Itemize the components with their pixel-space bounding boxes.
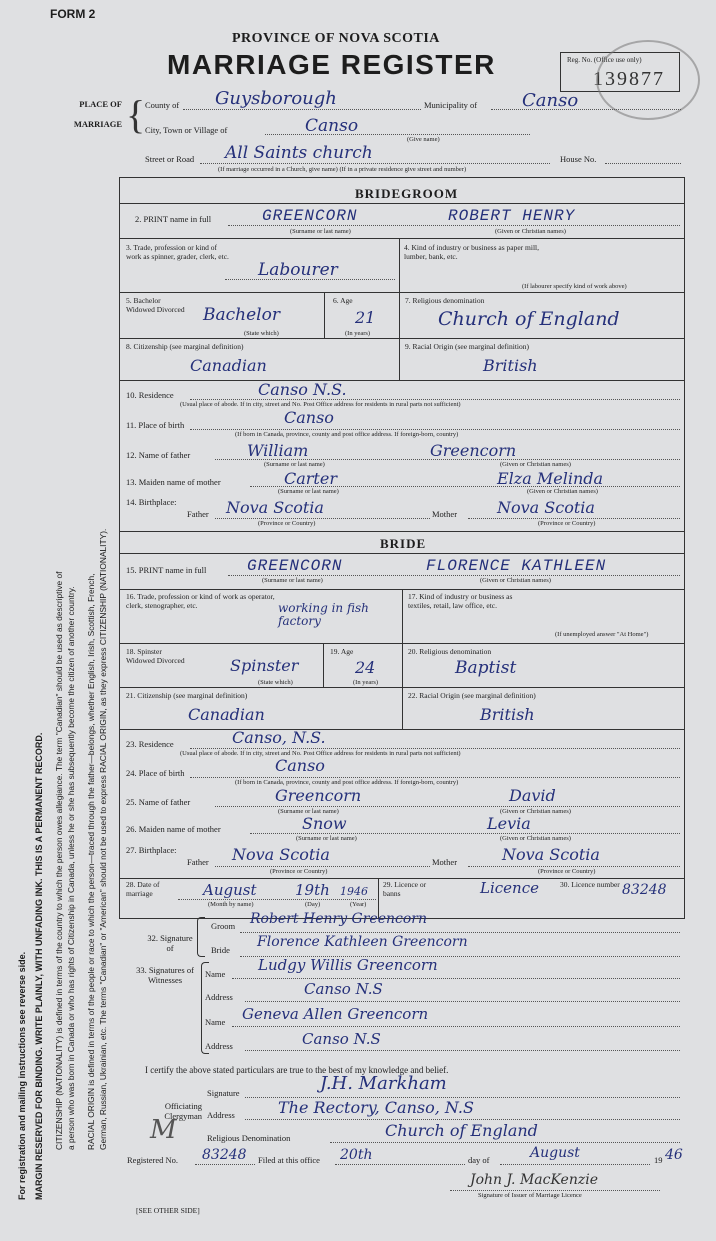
clergy-denom: Church of England — [385, 1121, 538, 1140]
bride-residence: Canso, N.S. — [232, 728, 326, 747]
house-label: House No. — [560, 154, 597, 164]
clergy-sig-label: Signature — [207, 1088, 240, 1098]
groom-father-surname: William — [247, 441, 309, 460]
groom-surname: GREENCORN — [262, 207, 358, 225]
bride-surname-cap: (Surname or last name) — [262, 577, 323, 584]
margin-line-3: CITIZENSHIP (NATIONALITY) is defined in terms of the country to which the person owes allegiance. The term "Canadian" should be used as descriptive of — [54, 571, 64, 1150]
groom-prov-cap-1: (Province or Country) — [258, 520, 316, 527]
filed-year: 46 — [665, 1147, 683, 1163]
place-label-1: PLACE OF — [79, 99, 122, 109]
bride-prov-cap-2: (Province or Country) — [538, 868, 596, 875]
bride-mother-cap-s: (Surname or last name) — [296, 835, 357, 842]
margin-line-2: MARGIN RESERVED FOR BINDING. WRITE PLAINLY, WITH UNFADING INK. THIS IS A PERMANENT RECORD. — [34, 732, 44, 1200]
bride-religion: Baptist — [455, 658, 517, 678]
bride-residence-label: 23. Residence — [126, 739, 174, 749]
bride-birth: Canso — [275, 756, 325, 775]
marriage-day: 19th — [295, 881, 330, 899]
groom-birthplace-label: 14. Birthplace: — [126, 497, 177, 507]
bride-sig-label: Bride — [211, 945, 230, 955]
groom-mother-surname: Carter — [284, 469, 337, 488]
groom-religion: Church of England — [438, 308, 620, 330]
bride-residence-note: (Usual place of abode. If in city, street and No. Post Office address for residents in rural parts not sufficient) — [180, 750, 461, 757]
marriage-year: 1946 — [340, 885, 368, 898]
signature-label: 32. Signature of — [147, 933, 193, 953]
province-heading: PROVINCE OF NOVA SCOTIA — [232, 31, 440, 46]
groom-mother-cap-s: (Surname or last name) — [278, 488, 339, 495]
street-note: (If marriage occurred in a Church, give name) (If in a private residence give street and number) — [218, 166, 467, 173]
bride-heading: BRIDE — [380, 536, 427, 551]
groom-trade-label: 3. Trade, profession or kind of work as spinner, grader, clerk, etc. — [126, 243, 229, 261]
groom-trade: Labourer — [258, 260, 338, 280]
margin-line-5: RACIAL ORIGIN is defined in terms of the people or race to which the person—traced through the father—belongs, whether English, Irish, Scottish, French, — [86, 573, 96, 1150]
issuer-signature: John J. MacKenzie — [470, 1172, 598, 1188]
w2-name-label: Name — [205, 1017, 226, 1027]
bride-father-cap-g: (Given or Christian names) — [500, 808, 571, 815]
groom-state-which: (State which) — [244, 330, 279, 337]
groom-status-label: 5. Bachelor Widowed Divorced — [126, 296, 185, 314]
groom-status: Bachelor — [203, 305, 280, 325]
registered-number: 83248 — [202, 1147, 247, 1163]
groom-religion-label: 7. Religious denomination — [405, 296, 485, 305]
margin-line-6: German, Russian, Ukrainian, etc. The terms "Canadian" or "American" should not be used to express RACIAL ORIGIN, as they express CITIZENSHIP (NATIONALITY). — [98, 528, 108, 1150]
licence-label: 29. Licence or banns — [383, 880, 427, 898]
filed-month: August — [530, 1145, 580, 1161]
bride-father-given: David — [509, 786, 556, 805]
bridegroom-heading: BRIDEGROOM — [355, 186, 459, 201]
bride-prov-cap-1: (Province or Country) — [270, 868, 328, 875]
groom-residence-note: (Usual place of abode. If in city, street and No. Post Office address for residents in rural parts not sufficient) — [180, 401, 461, 408]
margin-line-1: For registration and mailing instructions see reverse side. — [17, 951, 27, 1200]
bride-industry-note: (If unemployed answer "At Home") — [555, 631, 649, 638]
bride-citizenship: Canadian — [188, 705, 265, 724]
bride-father-label: 25. Name of father — [126, 797, 191, 807]
bride-birthplace-label: 27. Birthplace: — [126, 845, 177, 855]
certify-text: I certify the above stated particulars are true to the best of my knowledge and belief. — [145, 1065, 449, 1075]
bride-in-years: (In years) — [353, 679, 379, 686]
groom-mother-birthplace: Nova Scotia — [497, 498, 595, 517]
bride-status-label: 18. Spinster Widowed Divorced — [126, 647, 185, 665]
groom-age: 21 — [355, 308, 376, 327]
groom-birth-label: 11. Place of birth — [126, 420, 185, 430]
w2-address-label: Address — [205, 1041, 233, 1051]
groom-residence-label: 10. Residence — [126, 390, 174, 400]
form-number: FORM 2 — [50, 7, 96, 21]
reg-number: 139877 — [593, 68, 665, 90]
bride-mother-word: Mother — [432, 857, 458, 867]
licence-value: Licence — [480, 879, 539, 897]
give-name-caption: (Give name) — [407, 136, 440, 143]
bride-father-surname: Greencorn — [275, 786, 362, 805]
margin-line-4: a person who was born in Canada or who has rights of Citizenship in Canada, unless he or she has subsequently become the citizen of another country. — [66, 586, 76, 1150]
groom-age-label: 6. Age — [333, 296, 353, 305]
witnesses-label: 33. Signatures of Witnesses — [136, 965, 194, 985]
bride-father-cap-s: (Surname or last name) — [278, 808, 339, 815]
county-value: Guysborough — [215, 88, 337, 109]
page-title: MARRIAGE REGISTER — [167, 49, 496, 80]
clergy-signature: J.H. Markham — [320, 1073, 447, 1094]
bride-industry-label: 17. Kind of industry or business as textiles, retail, law office, etc. — [408, 592, 513, 610]
filed-label: Filed at this office — [258, 1155, 320, 1165]
registered-label: Registered No. — [127, 1155, 178, 1165]
county-label: County of — [145, 100, 180, 110]
bride-racial: British — [480, 705, 535, 724]
bride-state-which: (State which) — [258, 679, 293, 686]
reg-number-label: Reg. No. (Office use only) — [567, 56, 642, 64]
w2-address: Canso N.S — [302, 1030, 381, 1048]
groom-birth-note: (If born in Canada, province, county and post office address. If foreign-born, country) — [235, 431, 459, 438]
groom-print-text: 2. PRINT name in full — [135, 214, 212, 224]
groom-sig-label: Groom — [211, 921, 236, 931]
groom-print-label — [135, 215, 211, 225]
street-value: All Saints church — [225, 143, 373, 163]
groom-citizenship-label: 8. Citizenship (see marginal definition) — [126, 342, 244, 351]
bride-age: 24 — [355, 658, 376, 677]
groom-residence: Canso N.S. — [258, 380, 347, 399]
groom-mother-cap-g: (Given or Christian names) — [527, 488, 598, 495]
groom-given: ROBERT HENRY — [448, 207, 576, 225]
groom-in-years: (In years) — [345, 330, 371, 337]
groom-citizenship: Canadian — [190, 356, 267, 375]
day-of-label: day of — [468, 1155, 490, 1165]
city-label: City, Town or Village of — [145, 125, 228, 135]
bride-mother-cap-g: (Given or Christian names) — [500, 835, 571, 842]
marriage-month-cap: (Month by name) — [208, 901, 254, 908]
place-brace: { — [126, 92, 146, 137]
bride-print-label: 15. PRINT name in full — [126, 565, 207, 575]
marriage-day-cap: (Day) — [305, 901, 321, 908]
bride-mother-surname: Snow — [302, 814, 347, 833]
w1-address: Canso N.S — [304, 980, 383, 998]
bride-surname: GREENCORN — [247, 557, 343, 575]
bride-age-label: 19. Age — [330, 647, 354, 656]
bride-father-word: Father — [187, 857, 209, 867]
groom-given-cap: (Given or Christian names) — [495, 228, 566, 235]
registrar-initials: M — [150, 1115, 177, 1145]
bride-trade: working in fish factory — [278, 601, 369, 629]
groom-mother-label: 13. Maiden name of mother — [126, 477, 221, 487]
groom-father-cap-g: (Given or Christian names) — [500, 461, 571, 468]
groom-mother-given: Elza Melinda — [497, 469, 604, 488]
groom-father-label: 12. Name of father — [126, 450, 191, 460]
see-other-side: [SEE OTHER SIDE] — [136, 1206, 200, 1215]
groom-birth: Canso — [284, 408, 334, 427]
bride-mother-birthplace: Nova Scotia — [502, 845, 600, 864]
place-label-2: MARRIAGE — [73, 118, 122, 129]
clergy-denom-label: Religious Denomination — [207, 1133, 291, 1143]
groom-father-cap-s: (Surname or last name) — [264, 461, 325, 468]
groom-industry-note: (If labourer specify kind of work above) — [522, 283, 627, 290]
groom-surname-cap: (Surname or last name) — [290, 228, 351, 235]
bride-given-cap: (Given or Christian names) — [480, 577, 551, 584]
city-value: Canso — [305, 116, 359, 136]
municipality-value: Canso — [522, 90, 579, 111]
groom-industry-label: 4. Kind of industry or business as paper mill, lumber, bank, etc. — [404, 243, 539, 261]
bride-mother-label: 26. Maiden name of mother — [126, 824, 221, 834]
licence-number-label: 30. Licence number — [560, 880, 620, 889]
marriage-month: August — [203, 881, 257, 899]
groom-prov-cap-2: (Province or Country) — [538, 520, 596, 527]
bride-racial-label: 22. Racial Origin (see marginal definition) — [408, 691, 536, 700]
signature-brace — [197, 917, 205, 957]
groom-mother-word: Mother — [432, 509, 458, 519]
groom-father-given: Greencorn — [430, 441, 517, 460]
bride-mother-given: Levia — [487, 814, 531, 833]
groom-father-birthplace: Nova Scotia — [226, 498, 324, 517]
w1-address-label: Address — [205, 992, 233, 1002]
groom-racial: British — [483, 356, 538, 375]
w1-name-label: Name — [205, 969, 226, 979]
bride-status: Spinster — [230, 656, 299, 675]
street-label: Street or Road — [145, 154, 195, 164]
filed-day: 20th — [340, 1147, 373, 1163]
w2-name: Geneva Allen Greencorn — [242, 1005, 429, 1023]
groom-racial-label: 9. Racial Origin (see marginal definition) — [405, 342, 529, 351]
clergy-address: The Rectory, Canso, N.S — [278, 1098, 474, 1117]
filed-year-prefix: 19 — [654, 1155, 663, 1165]
bride-signature: Florence Kathleen Greencorn — [257, 934, 468, 950]
place-label — [60, 100, 122, 130]
groom-signature: Robert Henry Greencorn — [250, 911, 427, 927]
bride-religion-label: 20. Religious denomination — [408, 647, 492, 656]
bride-birth-note: (If born in Canada, province, county and post office address. If foreign-born, country) — [235, 779, 459, 786]
groom-father-word: Father — [187, 509, 209, 519]
bride-father-birthplace: Nova Scotia — [232, 845, 330, 864]
bride-citizenship-label: 21. Citizenship (see marginal definition) — [126, 691, 248, 700]
clergy-address-label: Address — [207, 1110, 235, 1120]
issuer-label: Signature of Issuer of Marriage Licence — [478, 1192, 582, 1199]
bride-trade-label: 16. Trade, profession or kind of work as operator, clerk, stenographer, etc. — [126, 592, 275, 610]
bride-birth-label: 24. Place of birth — [126, 768, 185, 778]
office-stamp — [596, 40, 700, 120]
clergy-label: Officiating Clergyman — [164, 1101, 202, 1121]
municipality-label: Municipality of — [424, 100, 478, 110]
w1-name: Ludgy Willis Greencorn — [258, 956, 438, 974]
marriage-year-cap: (Year) — [350, 901, 367, 908]
marriage-date-label: 28. Date of marriage — [126, 880, 160, 898]
bride-given: FLORENCE KATHLEEN — [426, 557, 607, 575]
licence-number: 83248 — [622, 882, 667, 898]
